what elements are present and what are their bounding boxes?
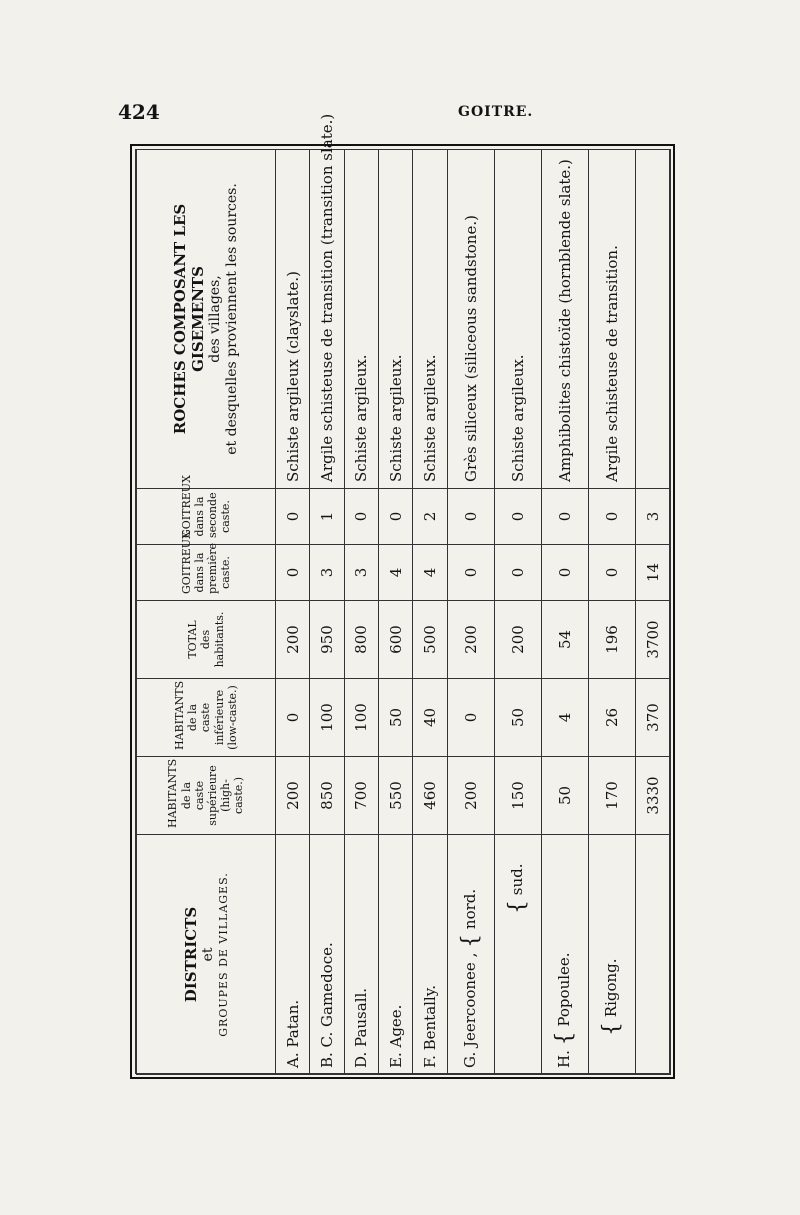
brace-glyph: { [505,900,531,914]
header-g1-line1: GOITREUX [179,531,193,594]
district-subgroup: Popoulee. [555,952,574,1027]
header-lower-caste [137,679,276,757]
rock-cell: Argile schisteuse de transition. [588,150,635,489]
goitreux-first-cell: 4 [379,545,413,601]
goitreux-first-cell: 0 [447,545,494,601]
district-subgroup: Rigong. [602,958,621,1018]
header-total-line1: TOTAL [186,620,200,659]
total-cell: 600 [379,601,413,679]
rock-cell: Schiste argileux. [413,150,447,489]
rock-cell: Schiste argileux (clayslate.) [276,150,310,489]
goitreux-second-cell: 0 [379,489,413,545]
district-cell: E. Agee. [379,835,413,1075]
table-row [276,150,310,1075]
lower-caste-cell: 50 [379,679,413,757]
goitreux-first-cell: 3 [310,545,344,601]
upper-caste-cell: 550 [379,757,413,835]
table-frame-inner [135,113,670,1074]
total-cell: 500 [413,601,447,679]
table-row [310,150,344,1075]
upper-caste-cell: 200 [447,757,494,835]
lower-caste-cell: 4 [541,679,588,757]
header-g2-line1: GOITREUX [179,475,193,538]
header-district-line3: GROUPES DE VILLAGES. [216,872,230,1037]
brace-glyph: { [552,1031,578,1046]
goitreux-second-cell: 0 [344,489,378,545]
district-subgroup: sud. [508,863,527,896]
header-district [137,835,276,1075]
goitreux-second-cell: 1 [310,489,344,545]
header-g1-line2: dans la [192,552,206,593]
rotated-table-container [136,113,671,1075]
header-goitreux-first [137,531,276,601]
header-lower-line1: HABITANTS [173,680,187,750]
upper-caste-cell: 150 [494,757,541,835]
lower-caste-cell: 0 [276,679,310,757]
header-rocks-line1: ROCHES COMPOSANT LES GISEMENTS [171,203,208,435]
goitreux-first-cell: 0 [276,545,310,601]
lower-caste-cell: 100 [344,679,378,757]
header-upper-line2: de la [179,781,193,810]
district-cell-h [541,835,588,1075]
total-cell: 200 [447,601,494,679]
goitreux-second-cell: 0 [494,489,541,545]
total-goitreux-first-cell: 14 [636,545,671,601]
district-subgroup: nord. [461,888,480,930]
header-lower-line4: (low-caste.) [225,685,239,750]
district-cell: F. Bentally. [413,835,447,1075]
header-total [137,601,276,679]
header-upper-line3: caste supérieure [192,765,219,826]
header-row [137,150,276,1075]
total-cell: 196 [588,601,635,679]
goitreux-first-cell: 3 [344,545,378,601]
district-cell-jeercoonee [447,835,494,1075]
table-row [494,150,541,1075]
goitre-statistics-table [136,113,671,1075]
page-number: 424 [118,100,160,124]
upper-caste-cell: 50 [541,757,588,835]
header-upper-line4: (high-caste.) [219,776,246,815]
header-g2-line3: seconde caste. [206,492,233,538]
total-cell: 200 [494,601,541,679]
header-rocks [137,150,276,489]
goitreux-second-cell: 0 [276,489,310,545]
header-district-line1: DISTRICTS [182,906,200,1003]
district-name: G. Jeercoonee , [461,952,480,1068]
district-cell-jeercoonee-sud [494,835,541,1075]
total-cell: 54 [541,601,588,679]
totals-blank-cell [636,835,671,1075]
total-cell: 200 [276,601,310,679]
table-row [413,150,447,1075]
district-cell-h-rigong [588,835,635,1075]
header-rocks-line2: des villages, [207,275,224,363]
brace-glyph: { [458,933,484,948]
district-cell: D. Pausall. [344,835,378,1075]
lower-caste-cell: 100 [310,679,344,757]
upper-caste-cell: 170 [588,757,635,835]
rock-cell: Schiste argileux. [344,150,378,489]
header-total-line2: des habitants. [199,611,226,668]
goitreux-second-cell: 0 [541,489,588,545]
goitreux-first-cell: 0 [541,545,588,601]
lower-caste-cell: 26 [588,679,635,757]
total-cell: 800 [344,601,378,679]
header-goitreux-second [137,475,276,545]
header-upper-line1: HABITANTS [166,758,180,828]
rock-cell: Schiste argileux. [494,150,541,489]
table-row [447,150,494,1075]
goitreux-first-cell: 0 [588,545,635,601]
total-total-cell: 3700 [636,601,671,679]
page-header [118,100,678,130]
total-goitreux-second-cell: 3 [636,489,671,545]
district-cell: A. Patan. [276,835,310,1075]
rock-cell: Schiste argileux. [379,150,413,489]
goitreux-first-cell: 0 [494,545,541,601]
upper-caste-cell: 200 [276,757,310,835]
upper-caste-cell: 700 [344,757,378,835]
totals-rock-blank-cell [636,150,671,489]
header-g2-line2: dans la [192,496,206,537]
header-lower-line2: de la [186,703,200,732]
goitreux-second-cell: 2 [413,489,447,545]
table-row [541,150,588,1075]
lower-caste-cell: 40 [413,679,447,757]
header-rocks-line3: et desquelles proviennent les sources. [224,183,240,455]
district-name: H. [555,1050,574,1068]
header-g1-line3: première caste. [206,542,233,594]
header-upper-caste [137,757,276,835]
table-frame [130,113,675,1079]
rock-cell: Amphibolites chistoïde (hornblende slate.) [541,150,588,489]
goitreux-second-cell: 0 [588,489,635,545]
brace-glyph: { [599,1022,625,1036]
table-row [379,150,413,1075]
totals-row [636,150,671,1075]
lower-caste-cell: 0 [447,679,494,757]
rock-cell: Argile schisteuse de transition (transition slate.) [310,150,344,489]
goitreux-first-cell: 4 [413,545,447,601]
table-row [588,150,635,1075]
total-cell: 950 [310,601,344,679]
upper-caste-cell: 850 [310,757,344,835]
header-lower-line3: caste inférieure [199,689,226,746]
district-cell: B. C. Gamedoce. [310,835,344,1075]
header-district-line2: et [200,947,216,962]
running-title: GOITRE. [458,104,534,120]
upper-caste-cell: 460 [413,757,447,835]
rock-cell: Grès siliceux (siliceous sandstone.) [447,150,494,489]
table-row [344,150,378,1075]
total-upper-cell: 3330 [636,757,671,835]
goitreux-second-cell: 0 [447,489,494,545]
lower-caste-cell: 50 [494,679,541,757]
total-lower-cell: 370 [636,679,671,757]
